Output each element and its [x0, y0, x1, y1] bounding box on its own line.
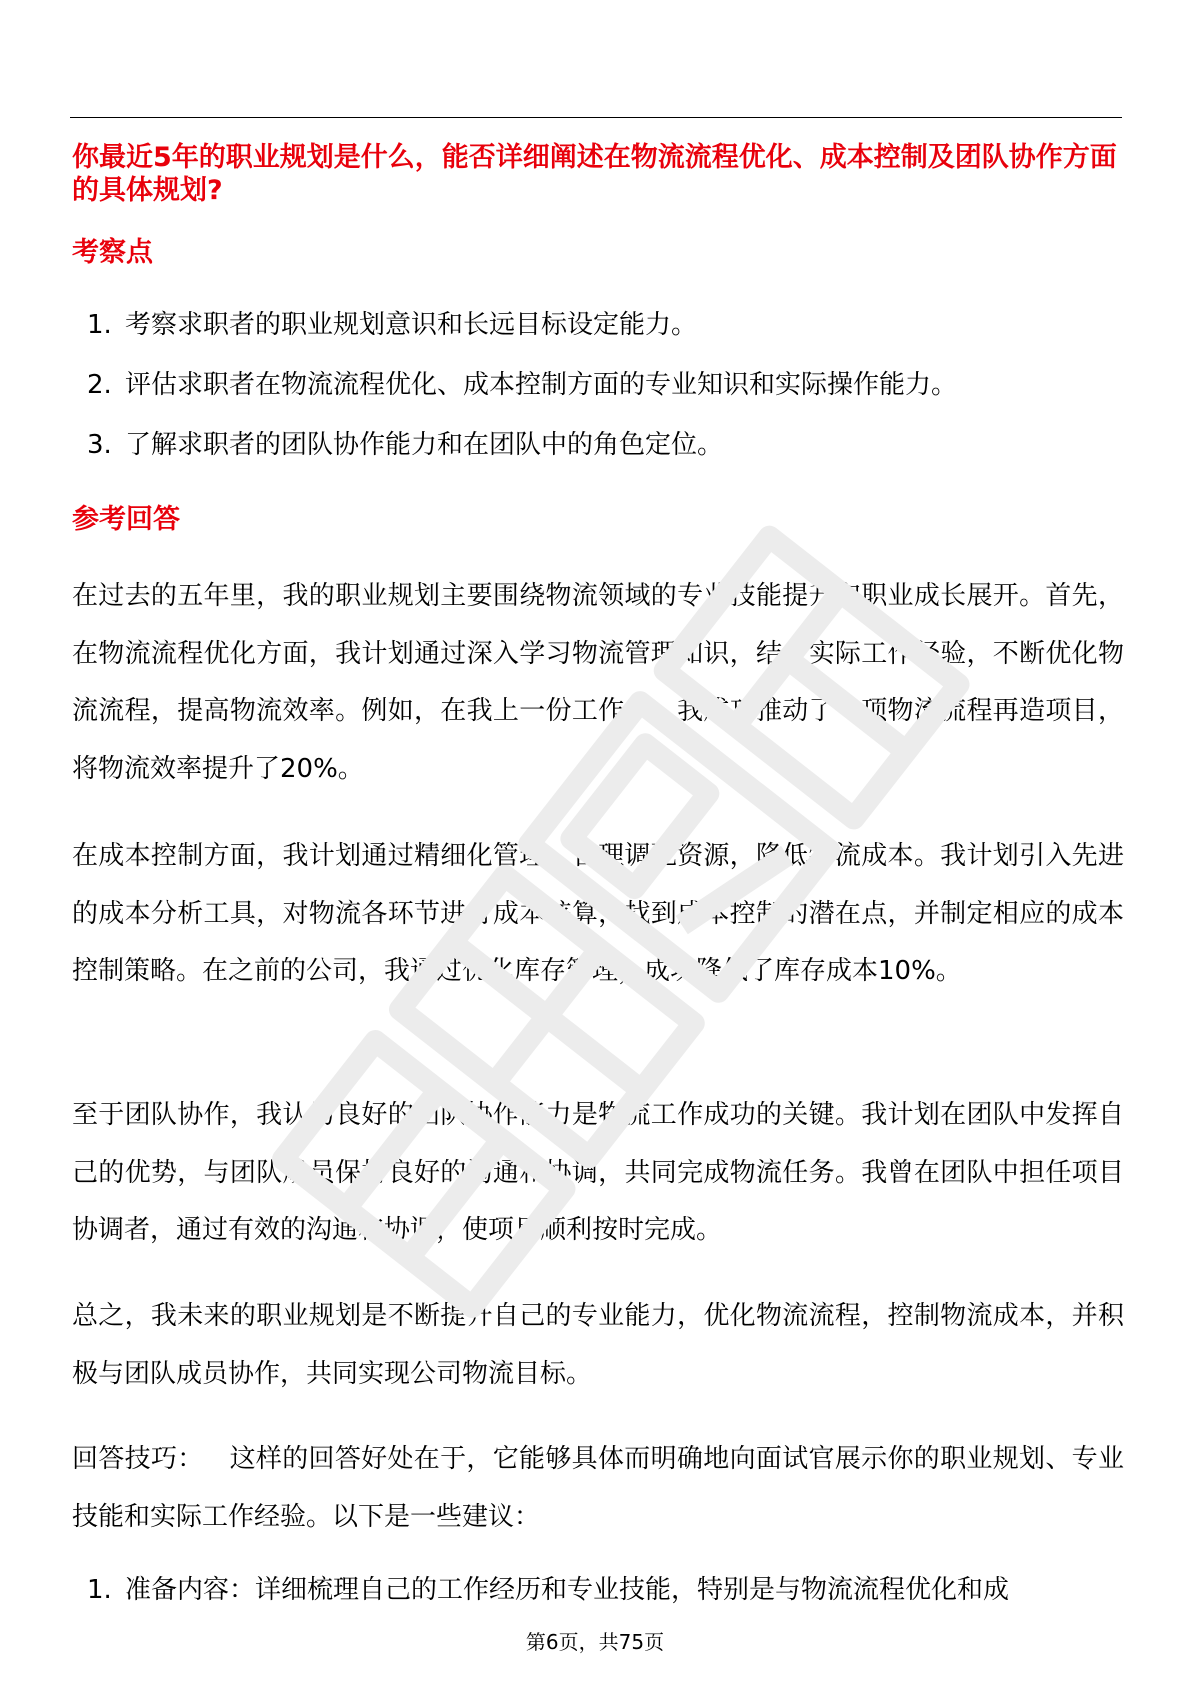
- answer-paragraph: 总之，我未来的职业规划是不断提升自己的专业能力，优化物流流程，控制物流成本，并积极与团队成员协作，共同实现公司物流目标。: [72, 1301, 1124, 1389]
- answer-paragraph: 在过去的五年里，我的职业规划主要围绕物流领域的专业技能提升和职业成长展开。首先，在物流流程优化方面，我计划通过深入学习物流管理知识，结合实际工作经验，不断优化物流流程，提高物流效率。例如，在我上一份工作中，我成功推动了一项物流流程再造项目，将物流效率提升了20%。: [72, 581, 1124, 784]
- list-text: 评估求职者在物流流程优化、成本控制方面的专业知识和实际操作能力。: [125, 370, 958, 400]
- section-heading-answer: 参考回答: [72, 504, 180, 535]
- tips-text: 这样的回答好处在于，它能够具体而明确地向面试官展示你的职业规划、专业技能和实际工作经验。以下是一些建议：: [72, 1444, 1124, 1532]
- question-title: 你最近5年的职业规划是什么，能否详细阐述在物流流程优化、成本控制及团队协作方面的具体规划?: [72, 142, 1117, 206]
- list-item: [72, 1573, 1124, 1613]
- answer-paragraph: 至于团队协作，我认为良好的团队协作能力是物流工作成功的关键。我计划在团队中发挥自己的优势，与团队成员保持良好的沟通和协调，共同完成物流任务。我曾在团队中担任项目协调者，通过有效的沟通和协调，使项目顺利按时完成。: [72, 1100, 1124, 1245]
- list-number: 3.: [87, 430, 112, 460]
- section-heading-points: 考察点: [72, 237, 153, 268]
- tips-label: 回答技巧：: [72, 1444, 204, 1474]
- list-item: [72, 368, 1122, 428]
- page-number: 第6页，共75页: [525, 1630, 665, 1654]
- tips-list: [72, 1573, 1124, 1613]
- list-number: 1.: [87, 1575, 112, 1605]
- points-list: [72, 308, 1122, 488]
- answer-paragraph: 在成本控制方面，我计划通过精细化管理，合理调配资源，降低物流成本。我计划引入先进的成本分析工具，对物流各环节进行成本核算，找到成本控制的潜在点，并制定相应的成本控制策略。在之前的公司，我通过优化库存管理，成功降低了库存成本10%。: [72, 841, 1124, 986]
- list-item: [72, 308, 1122, 368]
- tips-paragraph: [72, 1431, 1124, 1546]
- list-number: 1.: [87, 310, 112, 340]
- top-divider: [70, 117, 1122, 118]
- list-item: [72, 428, 1122, 488]
- list-number: 2.: [87, 370, 112, 400]
- list-text: 准备内容：详细梳理自己的工作经历和专业技能，特别是与物流流程优化和成: [125, 1575, 1010, 1605]
- list-text: 了解求职者的团队协作能力和在团队中的角色定位。: [125, 430, 724, 460]
- list-text: 考察求职者的职业规划意识和长远目标设定能力。: [125, 310, 698, 340]
